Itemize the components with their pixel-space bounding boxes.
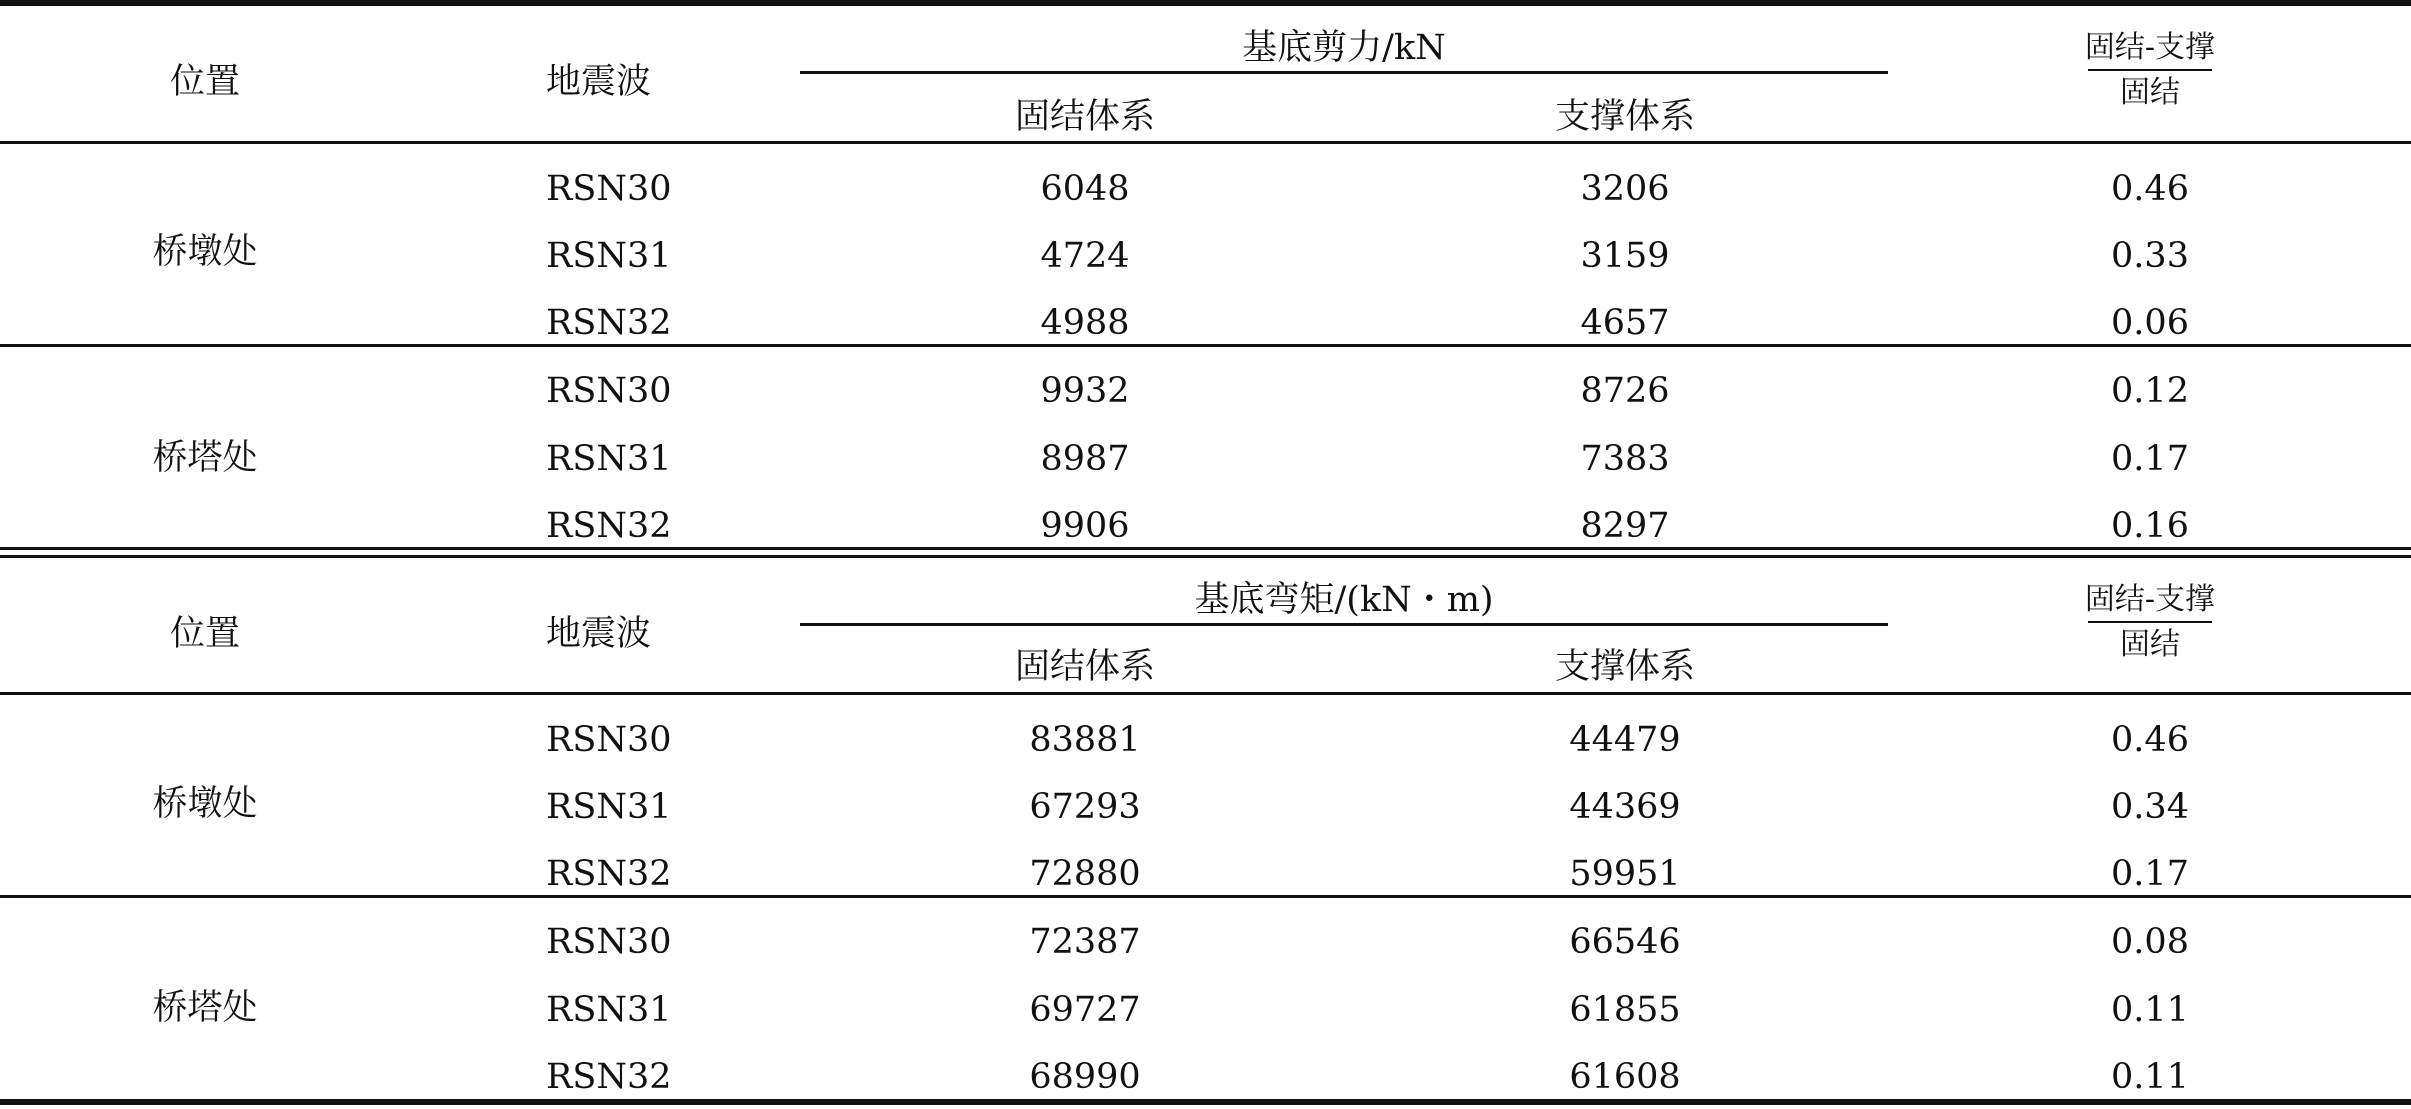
table-row-fixed: 9906 (1040, 506, 1130, 546)
table-row-ratio: 0.08 (2111, 922, 2189, 962)
table2-section-rule (0, 895, 2411, 898)
table2-section1-position: 桥墩处 (152, 784, 258, 824)
ratio-denominator: 固结 (2120, 627, 2180, 662)
table-row-ratio: 0.06 (2111, 303, 2189, 343)
table-row-support: 44369 (1569, 787, 1681, 827)
table-row-support: 8297 (1580, 506, 1670, 546)
table-row-support: 3206 (1580, 169, 1670, 209)
table1-section1-position: 桥墩处 (152, 232, 258, 272)
table-row-ratio: 0.46 (2111, 169, 2189, 209)
table-row-support: 8726 (1580, 371, 1670, 411)
table1-header-group: 基底剪力/kN (1242, 28, 1446, 68)
table-row-wave: RSN31 (546, 439, 672, 479)
table2-header-ratio (2060, 580, 2240, 665)
table-row-wave: RSN31 (546, 990, 672, 1030)
table-row-ratio: 0.33 (2111, 236, 2189, 276)
table2-header-support: 支撑体系 (1554, 647, 1695, 687)
table1-header-fixed: 固结体系 (1014, 97, 1155, 137)
table-row-fixed: 83881 (1029, 720, 1141, 760)
table2-section2-position: 桥塔处 (152, 988, 258, 1028)
table-row-ratio: 0.11 (2111, 990, 2189, 1030)
table-row-fixed: 72880 (1029, 854, 1141, 894)
table-divider-rule-upper (0, 547, 2411, 550)
table-row-fixed: 68990 (1029, 1057, 1141, 1097)
table1-header-rule (0, 141, 2411, 144)
table2-bottom-rule (0, 1099, 2411, 1105)
table-row-fixed: 4724 (1040, 236, 1130, 276)
table1-group-underline (800, 71, 1888, 74)
table2-header-fixed: 固结体系 (1014, 647, 1155, 687)
table-row-support: 61855 (1569, 990, 1681, 1030)
table-row-wave: RSN30 (546, 371, 672, 411)
table-row-wave: RSN30 (546, 720, 672, 760)
table2-header-position: 位置 (169, 614, 240, 654)
table-row-support: 4657 (1580, 303, 1670, 343)
table-row-support: 44479 (1569, 720, 1681, 760)
table1-header-position: 位置 (169, 62, 240, 102)
table-row-support: 3159 (1580, 236, 1670, 276)
table2-header-rule (0, 692, 2411, 695)
fraction-bar (2088, 621, 2212, 623)
table-row-fixed: 6048 (1040, 169, 1130, 209)
table-divider-rule-lower (0, 555, 2411, 558)
table-row-ratio: 0.12 (2111, 371, 2189, 411)
table-row-ratio: 0.34 (2111, 787, 2189, 827)
table-row-support: 66546 (1569, 922, 1681, 962)
table-row-fixed: 72387 (1029, 922, 1141, 962)
table-row-wave: RSN32 (546, 303, 672, 343)
table-row-fixed: 8987 (1040, 439, 1130, 479)
table-row-wave: RSN32 (546, 1057, 672, 1097)
ratio-denominator: 固结 (2120, 75, 2180, 110)
table1-section-rule (0, 344, 2411, 347)
table1-top-rule (0, 0, 2411, 6)
table-row-wave: RSN32 (546, 854, 672, 894)
table1-header-ratio (2060, 28, 2240, 113)
fraction-bar (2088, 69, 2212, 71)
table-row-wave: RSN31 (546, 787, 672, 827)
table-row-fixed: 9932 (1040, 371, 1130, 411)
table-row-wave: RSN30 (546, 169, 672, 209)
table-row-support: 7383 (1580, 439, 1670, 479)
table-row-wave: RSN32 (546, 506, 672, 546)
ratio-numerator: 固结-支撑 (2084, 30, 2216, 65)
table-row-ratio: 0.11 (2111, 1057, 2189, 1097)
table-row-ratio: 0.46 (2111, 720, 2189, 760)
table-row-fixed: 69727 (1029, 990, 1141, 1030)
table-row-ratio: 0.17 (2111, 439, 2189, 479)
table-row-wave: RSN30 (546, 922, 672, 962)
table-row-fixed: 4988 (1040, 303, 1130, 343)
table1-header-wave: 地震波 (546, 62, 652, 102)
table-row-support: 59951 (1569, 854, 1681, 894)
table-row-support: 61608 (1569, 1057, 1681, 1097)
table2-header-group: 基底弯矩/(kN・m) (1194, 580, 1494, 620)
table2-header-wave: 地震波 (546, 614, 652, 654)
table-row-ratio: 0.16 (2111, 506, 2189, 546)
table2-group-underline (800, 623, 1888, 626)
table-row-fixed: 67293 (1029, 787, 1141, 827)
ratio-numerator: 固结-支撑 (2084, 582, 2216, 617)
table1-section2-position: 桥塔处 (152, 438, 258, 478)
table-row-wave: RSN31 (546, 236, 672, 276)
table1-header-support: 支撑体系 (1554, 97, 1695, 137)
table-row-ratio: 0.17 (2111, 854, 2189, 894)
